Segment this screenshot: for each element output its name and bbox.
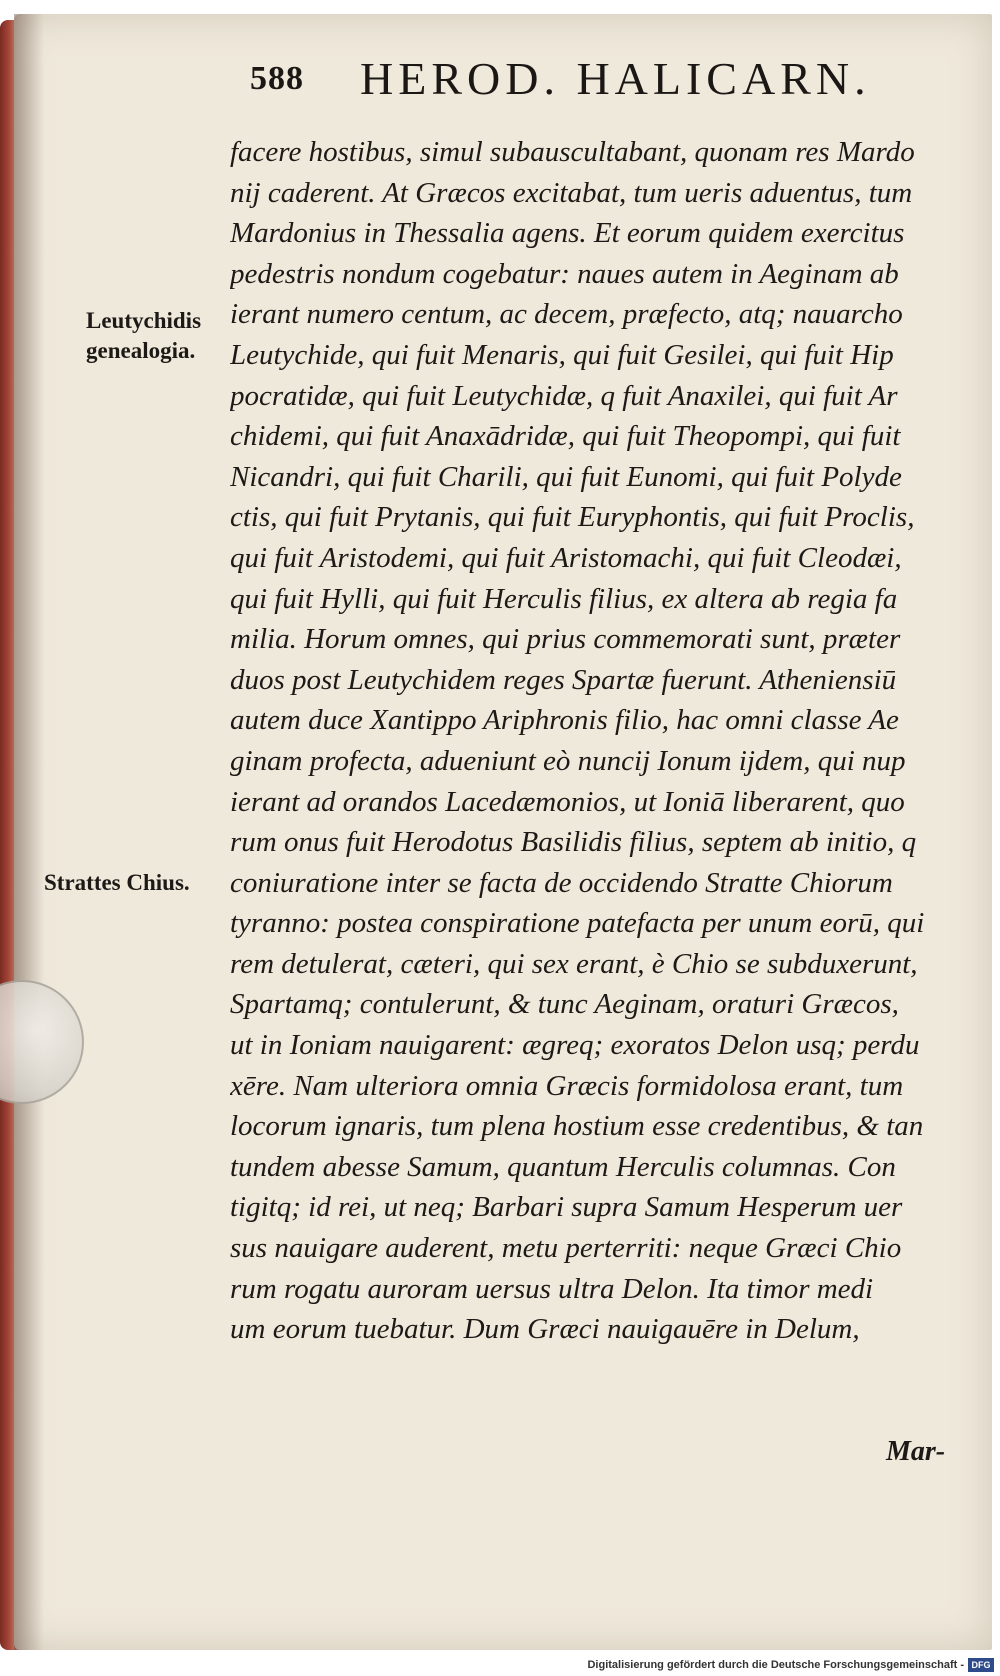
text-line: ginam profecta, adueniunt eò nuncij Ionum ijdem, qui nup xyxy=(230,744,906,777)
text-line: milia. Horum omnes, qui prius commemorati sunt, præter xyxy=(230,623,901,656)
text-line: pocratidæ, qui fuit Leutychidæ, q fuit Anaxilei, qui fuit Ar xyxy=(230,379,898,412)
text-line: rum rogatu auroram uersus ultra Delon. Ita timor medi xyxy=(230,1272,874,1305)
text-line: autem duce Xantippo Ariphronis filio, hac omni classe Ae xyxy=(230,704,899,737)
digitization-credit: Digitalisierung gefördert durch die Deutsche Forschungsgemeinschaft - xyxy=(587,1659,964,1671)
text-line: qui fuit Aristodemi, qui fuit Aristomachi, qui fuit Cleodæi, xyxy=(230,541,902,574)
main-text-block xyxy=(230,132,980,1350)
margin-note-strattes xyxy=(44,868,190,898)
text-line: Leutychide, qui fuit Menaris, qui fuit Gesilei, qui fuit Hip xyxy=(230,338,894,371)
margin-note-line: Strattes Chius. xyxy=(44,870,190,895)
text-line: xēre. Nam ulteriora omnia Græcis formidolosa erant, tum xyxy=(230,1069,904,1102)
running-head: HEROD. HALICARN. xyxy=(360,53,871,104)
text-line: rum onus fuit Herodotus Basilidis filius, septem ab initio, q xyxy=(230,826,917,859)
text-line: chidemi, qui fuit Anaxādridæ, qui fuit Theopompi, qui fuit xyxy=(230,420,901,453)
text-line: duos post Leutychidem reges Spartæ fuerunt. Atheniensiū xyxy=(230,663,897,696)
gutter-shadow xyxy=(14,14,44,1650)
text-line: tyranno: postea conspiratione patefacta per unum eorū, qui xyxy=(230,907,925,940)
margin-note-leutychidis xyxy=(86,306,201,366)
text-line: Spartamq; contulerunt, & tunc Aeginam, oraturi Græcos, xyxy=(230,988,899,1021)
text-line: coniuratione inter se facta de occidendo Stratte Chiorum xyxy=(230,866,893,899)
margin-note-line: genealogia. xyxy=(86,338,196,363)
text-line: nij caderent. At Græcos excitabat, tum ueris aduentus, tum xyxy=(230,176,913,209)
text-line: ierant ad orandos Lacedæmonios, ut Ioniā liberarent, quo xyxy=(230,785,905,818)
text-line: tundem abesse Samum, quantum Herculis columnas. Con xyxy=(230,1150,896,1183)
text-line: Mardonius in Thessalia agens. Et eorum quidem exercitus xyxy=(230,217,905,250)
footer-bar xyxy=(0,1650,1000,1676)
text-line: tigitq; id rei, ut neq; Barbari supra Samum Hesperum uer xyxy=(230,1191,903,1224)
text-line: facere hostibus, simul subauscultabant, quonam res Mardo xyxy=(230,136,915,168)
page-number: 588 xyxy=(250,60,304,97)
text-line: qui fuit Hylli, qui fuit Herculis filius, ex altera ab regia fa xyxy=(230,582,898,615)
text-line: pedestris nondum cogebatur: naues autem in Aeginam ab xyxy=(230,257,899,290)
catchword: Mar- xyxy=(886,1436,946,1467)
page-header xyxy=(250,52,950,112)
text-line: ctis, qui fuit Prytanis, qui fuit Euryphontis, qui fuit Proclis, xyxy=(230,501,915,534)
text-line: Nicandri, qui fuit Charili, qui fuit Eunomi, qui fuit Polyde xyxy=(230,460,902,493)
text-line: rem detulerat, cæteri, qui sex erant, è Chio se subduxerunt, xyxy=(230,947,918,980)
text-line: ierant numero centum, ac decem, præfecto, atq; nauarcho xyxy=(230,298,903,331)
text-line: um eorum tuebatur. Dum Græci nauigauēre in Delum, xyxy=(230,1313,860,1346)
text-line: sus nauigare auderent, metu perterriti: neque Græci Chio xyxy=(230,1232,902,1265)
text-line: ut in Ioniam nauigarent: ægreq; exoratos Delon usq; perdu xyxy=(230,1029,920,1062)
dfg-logo: DFG xyxy=(968,1658,994,1672)
text-line: locorum ignaris, tum plena hostium esse credentibus, & tan xyxy=(230,1110,924,1143)
margin-note-line: Leutychidis xyxy=(86,308,202,333)
